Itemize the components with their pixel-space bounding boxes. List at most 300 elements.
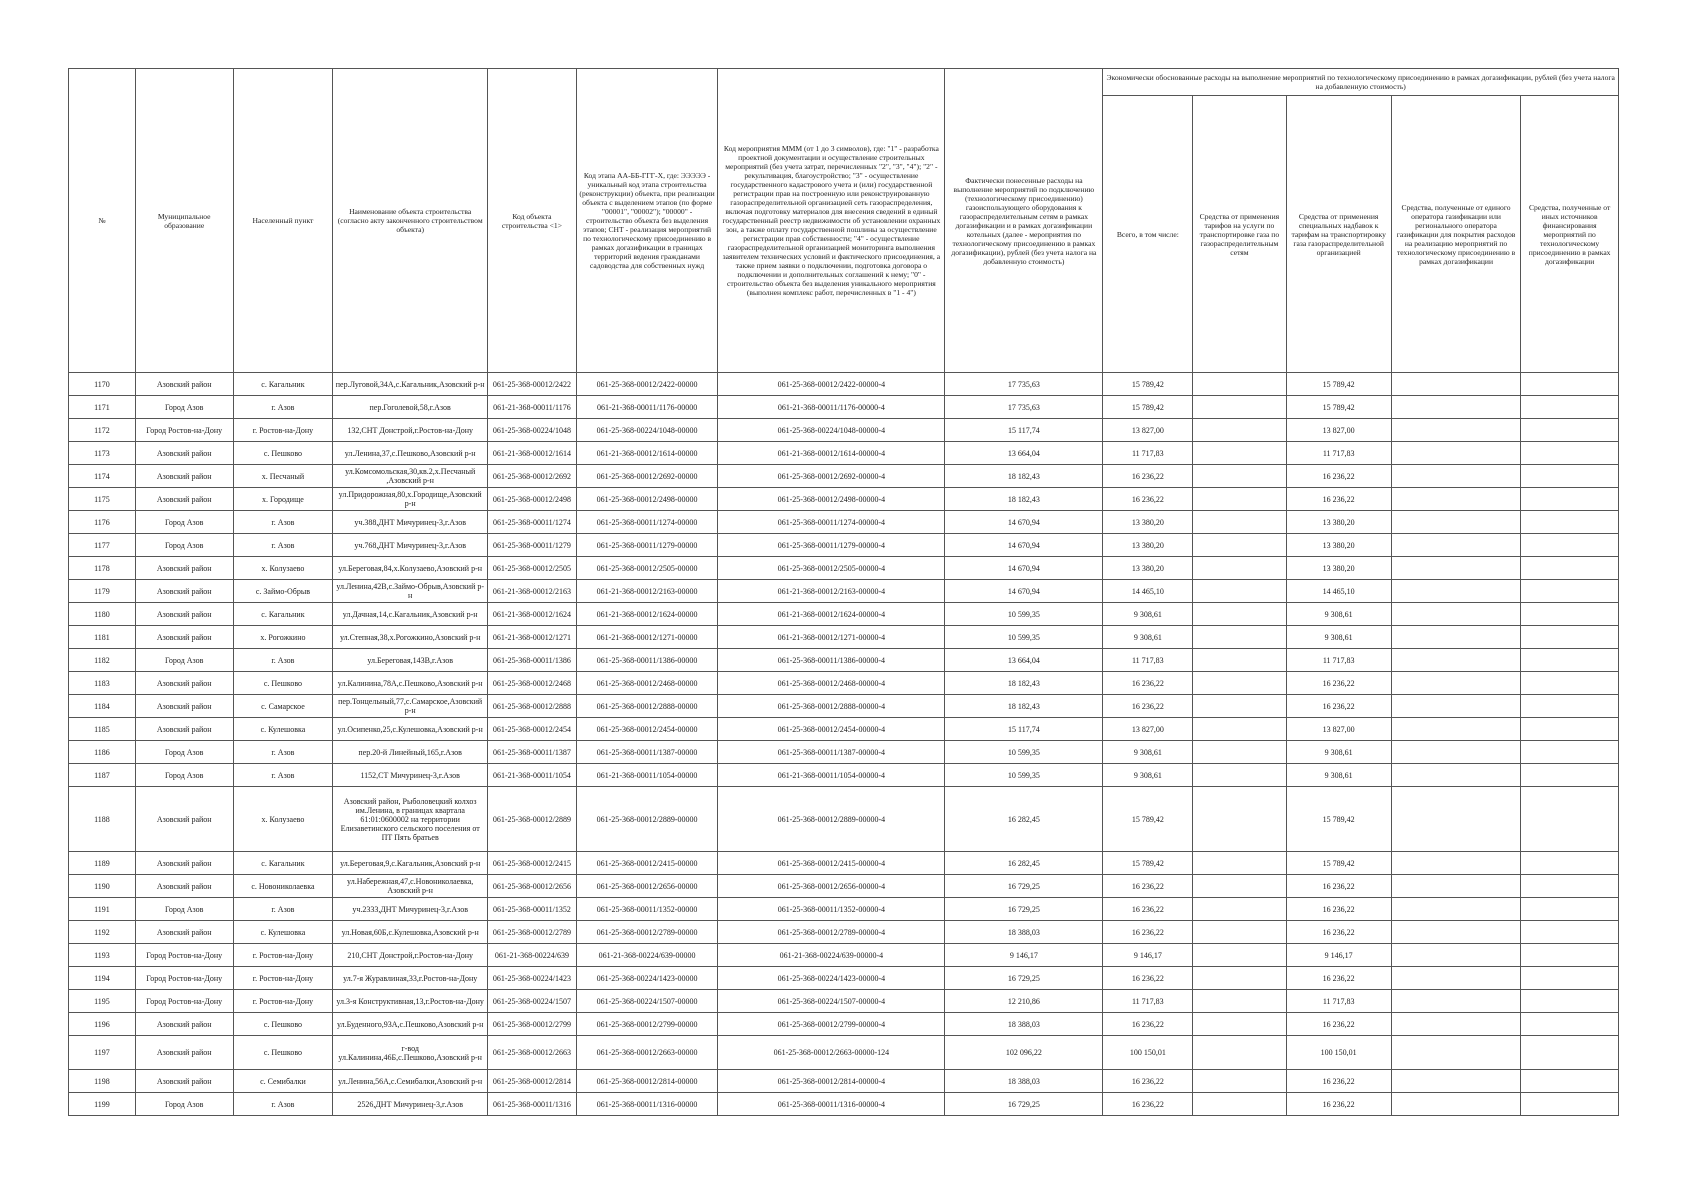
cell-markup-funds: 16 236,22 xyxy=(1286,1070,1391,1093)
cell-markup-funds: 15 789,42 xyxy=(1286,852,1391,875)
table-row xyxy=(69,990,1619,1013)
table-row xyxy=(69,603,1619,626)
cell-actual-expenses: 18 182,43 xyxy=(945,488,1103,511)
cell-municipality: Город Ростов-на-Дону xyxy=(135,990,233,1013)
cell-object-name: уч.388,ДНТ Мичуринец-3,г.Азов xyxy=(333,511,488,534)
cell-event-code: 061-25-368-00224/1048-00000-4 xyxy=(718,419,945,442)
cell-object-name: ул.Комсомольская,30,кв.2,х.Песчаный ,Азовский р-н xyxy=(333,465,488,488)
cell-stage-code: 061-21-368-00012/2163-00000 xyxy=(576,580,718,603)
cell-operator-funds xyxy=(1391,1036,1520,1070)
cell-actual-expenses: 14 670,94 xyxy=(945,557,1103,580)
table-header xyxy=(69,69,1619,373)
cell-tariff-funds xyxy=(1193,373,1286,396)
cell-municipality: Город Ростов-на-Дону xyxy=(135,967,233,990)
cell-markup-funds: 13 380,20 xyxy=(1286,534,1391,557)
cell-other-funds xyxy=(1521,488,1619,511)
cell-object-name: ул.Дачная,14,с.Кагальник,Азовский р-н xyxy=(333,603,488,626)
cell-actual-expenses: 18 388,03 xyxy=(945,1013,1103,1036)
cell-total: 16 236,22 xyxy=(1103,1093,1193,1116)
cell-event-code: 061-25-368-00224/1507-00000-4 xyxy=(718,990,945,1013)
cell-tariff-funds xyxy=(1193,898,1286,921)
cell-stage-code: 061-25-368-00012/2888-00000 xyxy=(576,695,718,718)
cell-object-name: ул.Осипенко,25,с.Кулешовка,Азовский р-н xyxy=(333,718,488,741)
cell-actual-expenses: 13 664,04 xyxy=(945,649,1103,672)
cell-no: 1192 xyxy=(69,921,136,944)
cell-settlement: с. Кагальник xyxy=(233,852,333,875)
table-row xyxy=(69,718,1619,741)
cell-event-code: 061-25-368-00012/2889-00000-4 xyxy=(718,787,945,852)
cell-actual-expenses: 13 664,04 xyxy=(945,442,1103,465)
cell-actual-expenses: 16 729,25 xyxy=(945,875,1103,898)
cell-markup-funds: 15 789,42 xyxy=(1286,373,1391,396)
cell-stage-code: 061-25-368-00012/2454-00000 xyxy=(576,718,718,741)
cell-no: 1171 xyxy=(69,396,136,419)
cell-municipality: Азовский район xyxy=(135,373,233,396)
cell-actual-expenses: 14 670,94 xyxy=(945,534,1103,557)
cell-object-name: пер.Тонцельный,77,с.Самарское,Азовский р-н xyxy=(333,695,488,718)
cell-event-code: 061-21-368-00012/1271-00000-4 xyxy=(718,626,945,649)
cell-no: 1177 xyxy=(69,534,136,557)
cell-stage-code: 061-25-368-00012/2422-00000 xyxy=(576,373,718,396)
cell-operator-funds xyxy=(1391,580,1520,603)
cell-stage-code: 061-25-368-00011/1274-00000 xyxy=(576,511,718,534)
cell-actual-expenses: 18 182,43 xyxy=(945,465,1103,488)
cell-event-code: 061-25-368-00224/1423-00000-4 xyxy=(718,967,945,990)
cell-total: 16 236,22 xyxy=(1103,488,1193,511)
cell-operator-funds xyxy=(1391,672,1520,695)
cell-settlement: г. Азов xyxy=(233,764,333,787)
cell-actual-expenses: 18 388,03 xyxy=(945,1070,1103,1093)
cell-other-funds xyxy=(1521,557,1619,580)
cell-actual-expenses: 14 670,94 xyxy=(945,580,1103,603)
cell-object-code: 061-25-368-00011/1386 xyxy=(488,649,577,672)
cell-other-funds xyxy=(1521,396,1619,419)
table-row xyxy=(69,898,1619,921)
cell-no: 1194 xyxy=(69,967,136,990)
table-row xyxy=(69,419,1619,442)
cell-stage-code: 061-21-368-00012/1271-00000 xyxy=(576,626,718,649)
cell-total: 9 308,61 xyxy=(1103,764,1193,787)
table-row xyxy=(69,626,1619,649)
cell-object-code: 061-25-368-00224/1423 xyxy=(488,967,577,990)
cell-other-funds xyxy=(1521,442,1619,465)
cell-tariff-funds xyxy=(1193,603,1286,626)
cell-object-name: ул.Придорожная,80,х.Городище,Азовский р-н xyxy=(333,488,488,511)
table-row xyxy=(69,534,1619,557)
cell-no: 1183 xyxy=(69,672,136,695)
cell-other-funds xyxy=(1521,1093,1619,1116)
cell-markup-funds: 16 236,22 xyxy=(1286,898,1391,921)
cell-other-funds xyxy=(1521,465,1619,488)
table-row xyxy=(69,764,1619,787)
cell-municipality: Город Азов xyxy=(135,511,233,534)
header-markup-funds: Средства от применения специальных надбавок к тарифам на транспортировку газа газораспределительной организацией xyxy=(1286,96,1391,373)
cell-actual-expenses: 10 599,35 xyxy=(945,764,1103,787)
cell-stage-code: 061-25-368-00011/1279-00000 xyxy=(576,534,718,557)
cell-municipality: Азовский район xyxy=(135,557,233,580)
cell-actual-expenses: 15 117,74 xyxy=(945,718,1103,741)
cell-settlement: г. Ростов-на-Дону xyxy=(233,419,333,442)
header-total: Всего, в том числе: xyxy=(1103,96,1193,373)
cell-other-funds xyxy=(1521,875,1619,898)
cell-municipality: Азовский район xyxy=(135,852,233,875)
cell-no: 1180 xyxy=(69,603,136,626)
cell-settlement: с. Кагальник xyxy=(233,603,333,626)
cell-markup-funds: 16 236,22 xyxy=(1286,672,1391,695)
cell-object-name: ул.Калинина,78А,с.Пешково,Азовский р-н xyxy=(333,672,488,695)
cell-object-code: 061-25-368-00012/2814 xyxy=(488,1070,577,1093)
cell-operator-funds xyxy=(1391,967,1520,990)
cell-object-name: ул.Ленина,42В,с.Займо-Обрыв,Азовский р-н xyxy=(333,580,488,603)
cell-object-name: 1152,СТ Мичуринец-3,г.Азов xyxy=(333,764,488,787)
cell-total: 11 717,83 xyxy=(1103,990,1193,1013)
cell-total: 16 236,22 xyxy=(1103,898,1193,921)
cell-other-funds xyxy=(1521,1013,1619,1036)
cell-settlement: с. Пешково xyxy=(233,672,333,695)
table-row xyxy=(69,875,1619,898)
cell-municipality: Азовский район xyxy=(135,465,233,488)
header-stage-code: Код этапа АА-ББ-ГГГ-Х, где: ЭЭЭЭЭ - уникальный код этапа строительства (реконструкции) объекта, при реализации объекта с выделением этапов (по форме "00001", "00002"); "00000" - строительство объекта без выделения этапов; СНТ - реализация мероприятий по технологическому присоединению в рамках догазификации в границах территорий ведения гражданами садоводства для собственных нужд xyxy=(576,69,718,373)
cell-municipality: Город Азов xyxy=(135,649,233,672)
cell-settlement: г. Ростов-на-Дону xyxy=(233,944,333,967)
cell-tariff-funds xyxy=(1193,1093,1286,1116)
cell-object-code: 061-25-368-00012/2454 xyxy=(488,718,577,741)
cell-total: 16 236,22 xyxy=(1103,921,1193,944)
cell-tariff-funds xyxy=(1193,465,1286,488)
cell-event-code: 061-25-368-00012/2692-00000-4 xyxy=(718,465,945,488)
cell-actual-expenses: 16 282,45 xyxy=(945,852,1103,875)
cell-other-funds xyxy=(1521,695,1619,718)
cell-other-funds xyxy=(1521,649,1619,672)
cell-stage-code: 061-25-368-00012/2468-00000 xyxy=(576,672,718,695)
cell-settlement: г. Ростов-на-Дону xyxy=(233,967,333,990)
cell-settlement: х. Песчаный xyxy=(233,465,333,488)
cell-settlement: с. Кулешовка xyxy=(233,921,333,944)
cell-tariff-funds xyxy=(1193,1036,1286,1070)
cell-markup-funds: 13 827,00 xyxy=(1286,419,1391,442)
cell-object-code: 061-21-368-00012/2163 xyxy=(488,580,577,603)
cell-operator-funds xyxy=(1391,1013,1520,1036)
table-row xyxy=(69,511,1619,534)
cell-municipality: Азовский район xyxy=(135,1070,233,1093)
header-tariff-funds: Средства от применения тарифов на услуги по транспортировке газа по газораспределительным сетям xyxy=(1193,96,1286,373)
cell-actual-expenses: 14 670,94 xyxy=(945,511,1103,534)
cell-settlement: г. Азов xyxy=(233,741,333,764)
cell-municipality: Азовский район xyxy=(135,875,233,898)
cell-markup-funds: 9 308,61 xyxy=(1286,603,1391,626)
cell-no: 1181 xyxy=(69,626,136,649)
cell-actual-expenses: 16 729,25 xyxy=(945,898,1103,921)
cell-object-name: 2526,ДНТ Мичуринец-3,г.Азов xyxy=(333,1093,488,1116)
cell-total: 16 236,22 xyxy=(1103,875,1193,898)
table-row xyxy=(69,1013,1619,1036)
cell-actual-expenses: 16 282,45 xyxy=(945,787,1103,852)
cell-markup-funds: 16 236,22 xyxy=(1286,875,1391,898)
cell-stage-code: 061-21-368-00012/1624-00000 xyxy=(576,603,718,626)
cell-no: 1182 xyxy=(69,649,136,672)
cell-object-name: ул.Ленина,37,с.Пешково,Азовский р-н xyxy=(333,442,488,465)
cell-object-code: 061-21-368-00012/1624 xyxy=(488,603,577,626)
cell-actual-expenses: 102 096,22 xyxy=(945,1036,1103,1070)
header-operator-funds: Средства, полученные от единого оператора газификации или регионального оператора газификации для покрытия расходов на реализацию мероприятий по технологическому присоединению в рамках догазификации xyxy=(1391,96,1520,373)
cell-stage-code: 061-21-368-00011/1176-00000 xyxy=(576,396,718,419)
cell-object-code: 061-25-368-00011/1352 xyxy=(488,898,577,921)
cell-total: 9 308,61 xyxy=(1103,626,1193,649)
cell-operator-funds xyxy=(1391,396,1520,419)
cell-other-funds xyxy=(1521,898,1619,921)
cell-settlement: г. Азов xyxy=(233,396,333,419)
cell-no: 1191 xyxy=(69,898,136,921)
cell-object-name: 132,СНТ Донстрой,г.Ростов-на-Дону xyxy=(333,419,488,442)
cell-settlement: х. Городище xyxy=(233,488,333,511)
cell-operator-funds xyxy=(1391,626,1520,649)
cell-settlement: с. Семибалки xyxy=(233,1070,333,1093)
cell-object-code: 061-25-368-00011/1279 xyxy=(488,534,577,557)
cell-object-name: пер.Луговой,34А,с.Кагальник,Азовский р-н xyxy=(333,373,488,396)
cell-no: 1190 xyxy=(69,875,136,898)
cell-object-code: 061-25-368-00012/2422 xyxy=(488,373,577,396)
cell-operator-funds xyxy=(1391,373,1520,396)
cell-total: 13 827,00 xyxy=(1103,419,1193,442)
cell-event-code: 061-25-368-00012/2799-00000-4 xyxy=(718,1013,945,1036)
header-object-name: Наименование объекта строительства (согласно акту законченного строительством объекта) xyxy=(333,69,488,373)
cell-settlement: с. Пешково xyxy=(233,442,333,465)
cell-total: 100 150,01 xyxy=(1103,1036,1193,1070)
gasification-table xyxy=(68,68,1619,1116)
cell-object-code: 061-25-368-00012/2498 xyxy=(488,488,577,511)
cell-object-code: 061-25-368-00011/1387 xyxy=(488,741,577,764)
cell-tariff-funds xyxy=(1193,944,1286,967)
cell-operator-funds xyxy=(1391,1093,1520,1116)
cell-event-code: 061-25-368-00011/1386-00000-4 xyxy=(718,649,945,672)
cell-operator-funds xyxy=(1391,442,1520,465)
cell-markup-funds: 16 236,22 xyxy=(1286,1013,1391,1036)
cell-operator-funds xyxy=(1391,419,1520,442)
cell-event-code: 061-25-368-00012/2422-00000-4 xyxy=(718,373,945,396)
cell-markup-funds: 16 236,22 xyxy=(1286,695,1391,718)
cell-markup-funds: 9 308,61 xyxy=(1286,626,1391,649)
cell-operator-funds xyxy=(1391,852,1520,875)
cell-other-funds xyxy=(1521,626,1619,649)
cell-no: 1184 xyxy=(69,695,136,718)
cell-municipality: Азовский район xyxy=(135,718,233,741)
header-no: № xyxy=(69,69,136,373)
cell-event-code: 061-21-368-00011/1176-00000-4 xyxy=(718,396,945,419)
cell-event-code: 061-21-368-00011/1054-00000-4 xyxy=(718,764,945,787)
cell-tariff-funds xyxy=(1193,787,1286,852)
table-row xyxy=(69,580,1619,603)
cell-other-funds xyxy=(1521,511,1619,534)
cell-object-name: ул.Новая,60Б,с.Кулешовка,Азовский р-н xyxy=(333,921,488,944)
cell-other-funds xyxy=(1521,419,1619,442)
cell-settlement: г. Азов xyxy=(233,1093,333,1116)
cell-operator-funds xyxy=(1391,1070,1520,1093)
cell-municipality: Город Ростов-на-Дону xyxy=(135,419,233,442)
cell-object-name: ул.Береговая,143В,г.Азов xyxy=(333,649,488,672)
cell-actual-expenses: 12 210,86 xyxy=(945,990,1103,1013)
cell-operator-funds xyxy=(1391,488,1520,511)
cell-total: 16 236,22 xyxy=(1103,1013,1193,1036)
cell-operator-funds xyxy=(1391,511,1520,534)
cell-markup-funds: 16 236,22 xyxy=(1286,488,1391,511)
cell-settlement: г. Ростов-на-Дону xyxy=(233,990,333,1013)
cell-actual-expenses: 10 599,35 xyxy=(945,603,1103,626)
cell-operator-funds xyxy=(1391,944,1520,967)
cell-tariff-funds xyxy=(1193,488,1286,511)
cell-municipality: Азовский район xyxy=(135,603,233,626)
cell-no: 1179 xyxy=(69,580,136,603)
cell-event-code: 061-25-368-00011/1316-00000-4 xyxy=(718,1093,945,1116)
cell-total: 16 236,22 xyxy=(1103,1070,1193,1093)
cell-tariff-funds xyxy=(1193,921,1286,944)
cell-markup-funds: 9 308,61 xyxy=(1286,741,1391,764)
cell-object-name: ул.Набережная,47,с.Новониколаевка, Азовский р-н xyxy=(333,875,488,898)
cell-object-name: ул.7-я Журавлиная,33,г.Ростов-на-Дону xyxy=(333,967,488,990)
cell-operator-funds xyxy=(1391,603,1520,626)
cell-operator-funds xyxy=(1391,764,1520,787)
cell-no: 1188 xyxy=(69,787,136,852)
cell-no: 1170 xyxy=(69,373,136,396)
cell-tariff-funds xyxy=(1193,511,1286,534)
cell-tariff-funds xyxy=(1193,557,1286,580)
cell-markup-funds: 15 789,42 xyxy=(1286,396,1391,419)
table-row xyxy=(69,649,1619,672)
cell-settlement: с. Кагальник xyxy=(233,373,333,396)
cell-municipality: Город Азов xyxy=(135,741,233,764)
cell-stage-code: 061-25-368-00012/2498-00000 xyxy=(576,488,718,511)
cell-total: 9 146,17 xyxy=(1103,944,1193,967)
cell-actual-expenses: 18 388,03 xyxy=(945,921,1103,944)
cell-no: 1172 xyxy=(69,419,136,442)
cell-actual-expenses: 10 599,35 xyxy=(945,741,1103,764)
header-municipality: Муниципальное образование xyxy=(135,69,233,373)
cell-object-code: 061-25-368-00224/1507 xyxy=(488,990,577,1013)
cell-no: 1187 xyxy=(69,764,136,787)
cell-other-funds xyxy=(1521,787,1619,852)
cell-no: 1198 xyxy=(69,1070,136,1093)
cell-object-name: пер.20-й Линейный,165,г.Азов xyxy=(333,741,488,764)
cell-object-name: г-вод ул.Калинина,46Б,с.Пешково,Азовский р-н xyxy=(333,1036,488,1070)
cell-event-code: 061-25-368-00012/2505-00000-4 xyxy=(718,557,945,580)
cell-object-code: 061-25-368-00012/2505 xyxy=(488,557,577,580)
cell-tariff-funds xyxy=(1193,990,1286,1013)
header-actual-expenses: Фактически понесенные расходы на выполнение мероприятий по подключению (технологическому присоединению) газоиспользующего оборудования к газораспределительным сетям в рамках догазификации и в рамках догазификации котельных (далее - мероприятия по технологическому присоединению в рамках догазификации), рублей (без учета налога на добавленную стоимость) xyxy=(945,69,1103,373)
cell-operator-funds xyxy=(1391,741,1520,764)
cell-no: 1185 xyxy=(69,718,136,741)
cell-stage-code: 061-25-368-00012/2505-00000 xyxy=(576,557,718,580)
cell-event-code: 061-25-368-00012/2468-00000-4 xyxy=(718,672,945,695)
cell-settlement: г. Азов xyxy=(233,649,333,672)
cell-other-funds xyxy=(1521,764,1619,787)
cell-tariff-funds xyxy=(1193,1070,1286,1093)
cell-markup-funds: 16 236,22 xyxy=(1286,465,1391,488)
cell-event-code: 061-25-368-00011/1279-00000-4 xyxy=(718,534,945,557)
cell-event-code: 061-25-368-00012/2415-00000-4 xyxy=(718,852,945,875)
cell-other-funds xyxy=(1521,921,1619,944)
cell-tariff-funds xyxy=(1193,534,1286,557)
cell-object-name: пер.Гоголевой,58,г.Азов xyxy=(333,396,488,419)
cell-event-code: 061-25-368-00011/1274-00000-4 xyxy=(718,511,945,534)
cell-settlement: с. Пешково xyxy=(233,1036,333,1070)
cell-event-code: 061-25-368-00012/2814-00000-4 xyxy=(718,1070,945,1093)
cell-operator-funds xyxy=(1391,875,1520,898)
cell-settlement: г. Азов xyxy=(233,898,333,921)
cell-actual-expenses: 16 729,25 xyxy=(945,967,1103,990)
cell-settlement: х. Рогожкино xyxy=(233,626,333,649)
cell-operator-funds xyxy=(1391,898,1520,921)
cell-object-code: 061-25-368-00011/1274 xyxy=(488,511,577,534)
cell-tariff-funds xyxy=(1193,442,1286,465)
cell-stage-code: 061-25-368-00012/2814-00000 xyxy=(576,1070,718,1093)
cell-no: 1193 xyxy=(69,944,136,967)
table-row xyxy=(69,1070,1619,1093)
cell-markup-funds: 13 380,20 xyxy=(1286,557,1391,580)
cell-tariff-funds xyxy=(1193,419,1286,442)
cell-object-name: ул.Береговая,9,с.Кагальник,Азовский р-н xyxy=(333,852,488,875)
table-row xyxy=(69,1036,1619,1070)
cell-operator-funds xyxy=(1391,465,1520,488)
cell-total: 16 236,22 xyxy=(1103,465,1193,488)
cell-total: 11 717,83 xyxy=(1103,649,1193,672)
cell-operator-funds xyxy=(1391,534,1520,557)
cell-stage-code: 061-25-368-00012/2799-00000 xyxy=(576,1013,718,1036)
cell-other-funds xyxy=(1521,672,1619,695)
cell-municipality: Азовский район xyxy=(135,442,233,465)
cell-object-code: 061-25-368-00012/2468 xyxy=(488,672,577,695)
cell-event-code: 061-21-368-00012/1624-00000-4 xyxy=(718,603,945,626)
cell-object-code: 061-25-368-00012/2789 xyxy=(488,921,577,944)
header-event-code: Код мероприятия ММM (от 1 до 3 символов), где: "1" - разработка проектной документации и осуществление строительных мероприятий (без учета затрат, перечисленных "2", "3", "4"); "2" - рекультивация, благоустройство; "3" - осуществление государственного кадастрового учета и (или) государственной регистрации прав на построенную или реконструированную газораспределительной организацией сеть газораспределения, включая подготовку материалов для внесения сведений в единый государственный реестр недвижимости об установлении охранных зон, а также оплату государственной пошлины за осуществление регистрации прав собственности; "4" - осуществление газораспределительной организацией мониторинга выполнения заявителем технических условий и фактического присоединения, а также прием заявки о подключении, подготовка договора о подключении и дополнительных соглашений к нему; "0" - строительство объекта без выделения уникального мероприятия (выполнен комплекс работ, перечисленных в "1 - 4") xyxy=(718,69,945,373)
cell-stage-code: 061-25-368-00012/2789-00000 xyxy=(576,921,718,944)
cell-event-code: 061-25-368-00012/2663-00000-124 xyxy=(718,1036,945,1070)
table-row xyxy=(69,787,1619,852)
cell-total: 15 789,42 xyxy=(1103,373,1193,396)
cell-event-code: 061-25-368-00012/2656-00000-4 xyxy=(718,875,945,898)
cell-no: 1199 xyxy=(69,1093,136,1116)
cell-municipality: Азовский район xyxy=(135,1036,233,1070)
cell-markup-funds: 15 789,42 xyxy=(1286,787,1391,852)
cell-actual-expenses: 17 735,63 xyxy=(945,396,1103,419)
cell-other-funds xyxy=(1521,603,1619,626)
cell-municipality: Город Азов xyxy=(135,764,233,787)
cell-stage-code: 061-21-368-00012/1614-00000 xyxy=(576,442,718,465)
cell-object-name: уч.2333,ДНТ Мичуринец-3,г.Азов xyxy=(333,898,488,921)
cell-tariff-funds xyxy=(1193,852,1286,875)
table-row xyxy=(69,944,1619,967)
cell-tariff-funds xyxy=(1193,672,1286,695)
cell-tariff-funds xyxy=(1193,580,1286,603)
cell-stage-code: 061-21-368-00224/639-00000 xyxy=(576,944,718,967)
cell-total: 13 827,00 xyxy=(1103,718,1193,741)
cell-object-code: 061-25-368-00012/2692 xyxy=(488,465,577,488)
cell-tariff-funds xyxy=(1193,741,1286,764)
table-body xyxy=(69,373,1619,1116)
cell-operator-funds xyxy=(1391,695,1520,718)
cell-stage-code: 061-25-368-00224/1048-00000 xyxy=(576,419,718,442)
cell-event-code: 061-25-368-00012/2888-00000-4 xyxy=(718,695,945,718)
table-row xyxy=(69,741,1619,764)
cell-markup-funds: 16 236,22 xyxy=(1286,1093,1391,1116)
cell-object-name: 210,СНТ Донстрой,г.Ростов-на-Дону xyxy=(333,944,488,967)
cell-total: 11 717,83 xyxy=(1103,442,1193,465)
cell-object-name: Азовский район, Рыболовецкий колхоз им.Ленина, в границах квартала 61:01:0600002 на территории Елизаветинского сельского поселения от ПТ Пять братьев xyxy=(333,787,488,852)
cell-other-funds xyxy=(1521,373,1619,396)
cell-tariff-funds xyxy=(1193,396,1286,419)
cell-object-code: 061-25-368-00012/2799 xyxy=(488,1013,577,1036)
header-object-code: Код объекта строительства <1> xyxy=(488,69,577,373)
cell-settlement: с. Кулешовка xyxy=(233,718,333,741)
cell-municipality: Город Азов xyxy=(135,1093,233,1116)
